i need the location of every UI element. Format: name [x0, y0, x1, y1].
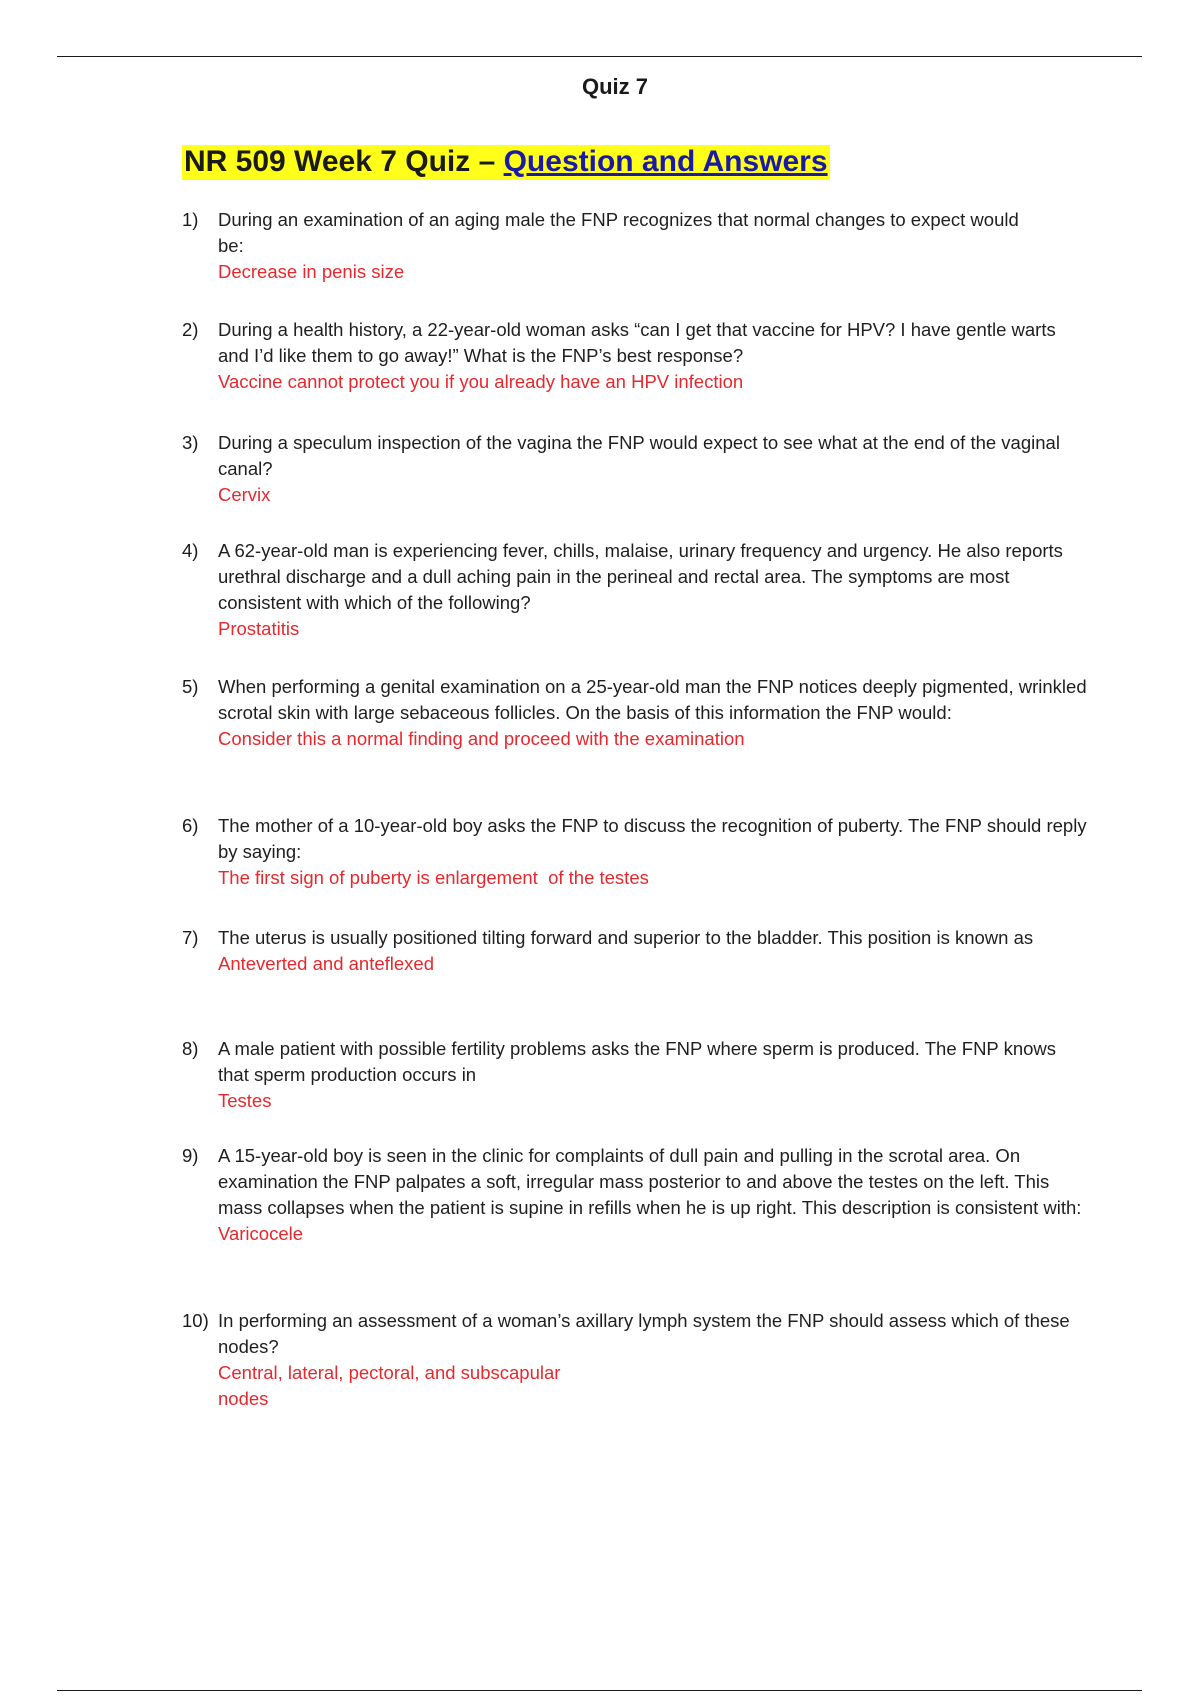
question-number: 2): [182, 319, 199, 340]
question-number: 1): [182, 209, 199, 230]
question-number: 8): [182, 1038, 199, 1059]
question-text: In performing an assessment of a woman’s axillary lymph system the FNP should assess which of these nodes?: [218, 1310, 1070, 1357]
question-item: [182, 317, 1087, 430]
question-body: [218, 674, 1087, 813]
bottom-rule: [57, 1690, 1142, 1691]
question-item: [182, 430, 1087, 538]
answer-text: The first sign of puberty is enlargement of the testes: [218, 867, 649, 888]
answer-text: Vaccine cannot protect you if you already have an HPV infection: [218, 371, 744, 392]
question-text: During an examination of an aging male the FNP recognizes that normal changes to expect would be:: [218, 209, 1019, 256]
question-body: [218, 207, 1087, 317]
question-text: During a health history, a 22-year-old woman asks “can I get that vaccine for HPV? I have gentle warts and I’d like them to go away!” What is the FNP’s best response?: [218, 319, 1056, 366]
title-link[interactable]: Question and Answers: [503, 145, 828, 178]
question-item: [182, 925, 1087, 1036]
question-text: A 15-year-old boy is seen in the clinic for complaints of dull pain and pulling in the scrotal area. On examination the FNP palpates a soft, irregular mass posterior to and above the testes on the left. This mass collapses when the patient is supine in refills when he is up right. This description is consistent with:: [218, 1145, 1082, 1218]
question-number: 3): [182, 432, 199, 453]
question-item: [182, 1143, 1087, 1308]
question-number: 9): [182, 1145, 199, 1166]
question-item: [182, 207, 1087, 317]
question-list: [182, 207, 1087, 1418]
top-rule: [57, 56, 1142, 57]
answer-text: Testes: [218, 1090, 272, 1111]
question-text: A male patient with possible fertility problems asks the FNP where sperm is produced. The FNP knows that sperm production occurs in: [218, 1038, 1057, 1085]
question-text: During a speculum inspection of the vagina the FNP would expect to see what at the end of the vaginal canal?: [218, 432, 1060, 479]
answer-text: Anteverted and anteflexed: [218, 953, 434, 974]
question-number: 10): [182, 1310, 209, 1331]
question-body: [218, 813, 1087, 925]
question-text: The uterus is usually positioned tilting forward and superior to the bladder. This position is known as: [218, 927, 1034, 948]
question-body: [218, 925, 1087, 1036]
answer-text: Central, lateral, pectoral, and subscapular nodes: [218, 1362, 561, 1409]
question-item: [182, 674, 1087, 813]
title-highlight: [182, 145, 830, 180]
question-item: [182, 1036, 1087, 1143]
question-item: [182, 1308, 1087, 1418]
question-number: 6): [182, 815, 199, 836]
answer-text: Prostatitis: [218, 618, 300, 639]
title-text: NR 509 Week 7 Quiz –: [184, 145, 504, 178]
page-header: Quiz 7: [581, 74, 648, 99]
answer-text: Consider this a normal finding and proceed with the examination: [218, 728, 745, 749]
answer-text: Decrease in penis size: [218, 261, 405, 282]
question-body: [218, 317, 1087, 430]
question-item: [182, 813, 1087, 925]
question-text: A 62-year-old man is experiencing fever, chills, malaise, urinary frequency and urgency. He also reports urethral discharge and a dull aching pain in the perineal and rectal area. The symptoms are most consistent with which of the following?: [218, 540, 1063, 613]
document-title: [182, 144, 830, 180]
question-number: 4): [182, 540, 199, 561]
question-text: When performing a genital examination on a 25-year-old man the FNP notices deeply pigmented, wrinkled scrotal skin with large sebaceous follicles. On the basis of this information the FNP would:: [218, 676, 1087, 723]
question-body: [218, 1308, 1087, 1418]
question-number: 5): [182, 676, 199, 697]
answer-text: Varicocele: [218, 1223, 304, 1244]
question-number: 7): [182, 927, 199, 948]
question-body: [218, 538, 1087, 674]
question-body: [218, 1036, 1087, 1143]
question-body: [218, 1143, 1087, 1308]
answer-text: Cervix: [218, 484, 271, 505]
question-body: [218, 430, 1087, 538]
question-item: [182, 538, 1087, 674]
question-text: The mother of a 10-year-old boy asks the FNP to discuss the recognition of puberty. The FNP should reply by saying:: [218, 815, 1087, 862]
